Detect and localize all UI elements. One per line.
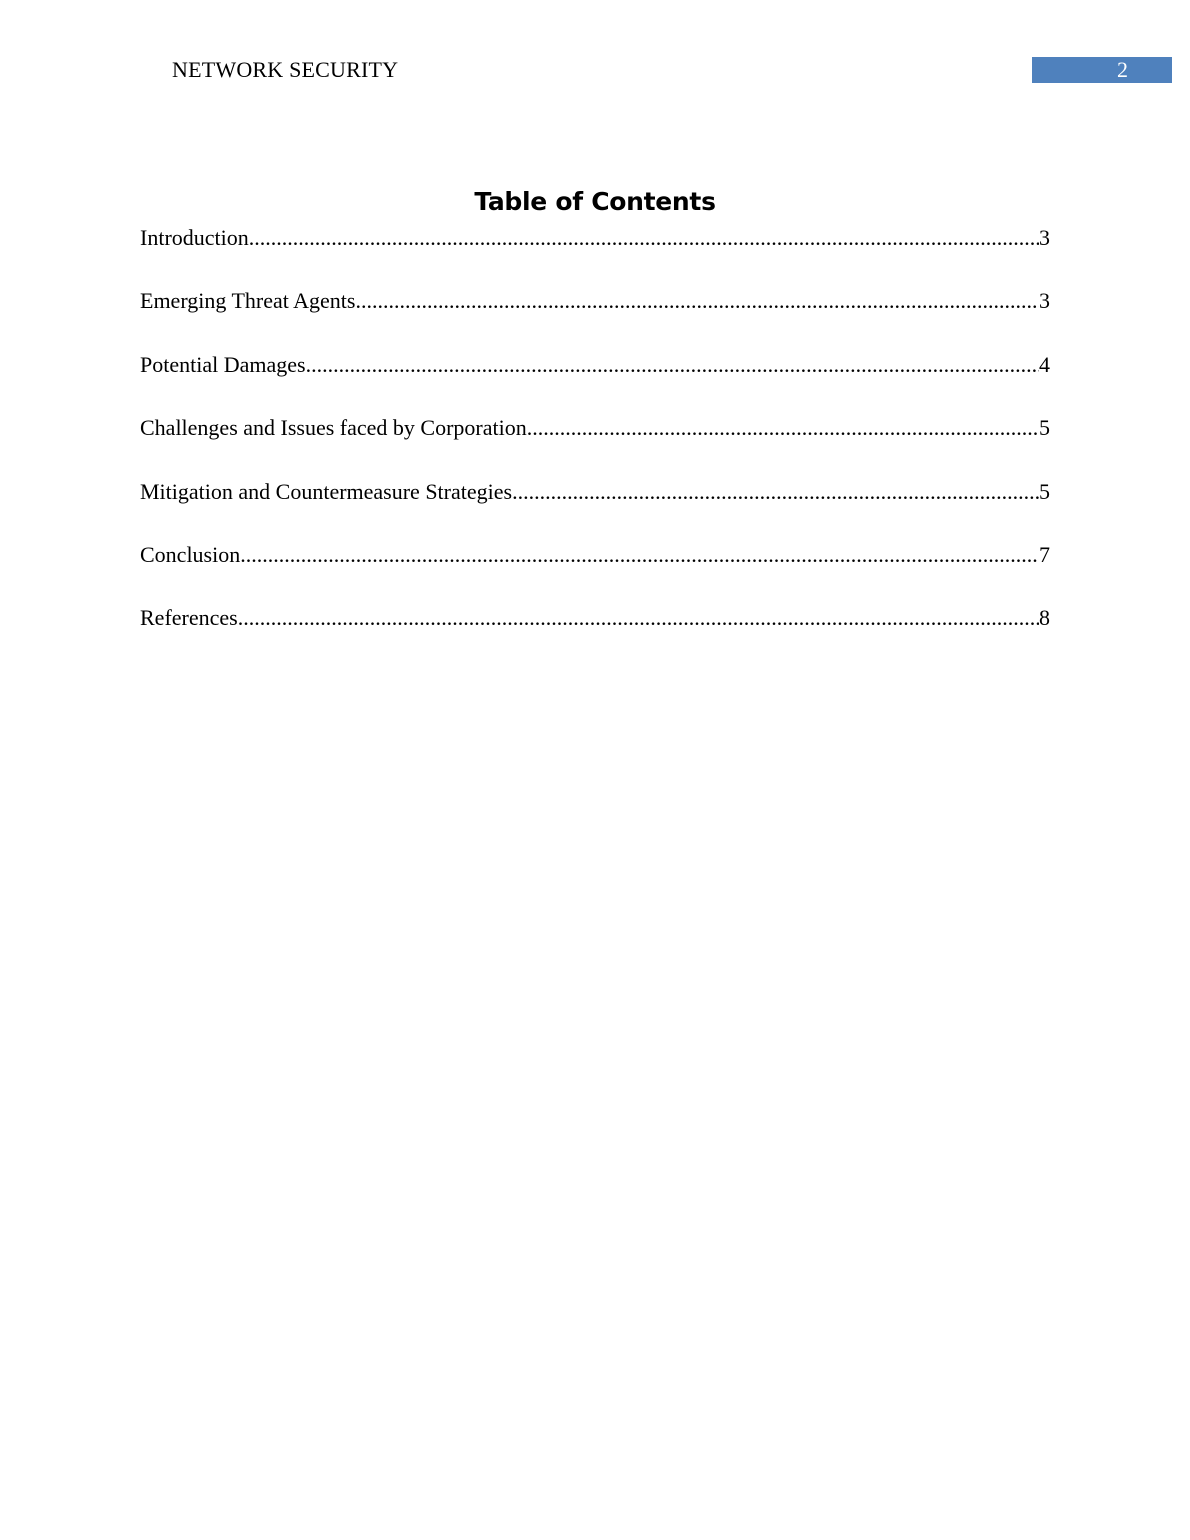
toc-entry-references[interactable] (140, 604, 1050, 667)
toc-entry-label: Potential Damages (140, 351, 306, 377)
toc-title: Table of Contents (474, 187, 716, 216)
toc-entry-page: 4 (1039, 351, 1050, 377)
toc-entry-page: 5 (1039, 415, 1050, 441)
toc-entry-label: Emerging Threat Agents (140, 288, 356, 314)
toc-entry-mitigation-strategies[interactable] (140, 478, 1050, 541)
toc-entry-emerging-threat-agents[interactable] (140, 287, 1050, 350)
toc-entry-introduction[interactable] (140, 224, 1050, 287)
page-number-badge: 2 (1032, 57, 1172, 83)
toc-entry-label: Conclusion (140, 541, 241, 567)
dot-leader (512, 478, 1039, 506)
toc-entry-label: Introduction (140, 225, 249, 250)
toc-list (140, 224, 1050, 668)
toc-entry-page: 3 (1039, 225, 1050, 250)
dot-leader (240, 541, 1039, 569)
toc-entry-challenges-and-issues[interactable] (140, 414, 1050, 477)
toc-entry-page: 8 (1039, 605, 1050, 631)
toc-entry-label: References (140, 605, 238, 631)
toc-entry-potential-damages[interactable] (140, 351, 1050, 414)
toc-entry-page: 7 (1039, 541, 1050, 567)
toc-entry-conclusion[interactable] (140, 541, 1050, 604)
toc-entry-label: Mitigation and Countermeasure Strategies (140, 478, 513, 504)
toc-entry-page: 5 (1039, 478, 1050, 504)
dot-leader (527, 414, 1039, 442)
dot-leader (355, 287, 1039, 315)
dot-leader (249, 224, 1039, 252)
toc-entry-label: Challenges and Issues faced by Corporation (140, 415, 527, 441)
dot-leader (238, 604, 1039, 632)
running-head: NETWORK SECURITY (172, 57, 399, 82)
toc-entry-page: 3 (1039, 288, 1050, 314)
dot-leader (306, 351, 1039, 379)
